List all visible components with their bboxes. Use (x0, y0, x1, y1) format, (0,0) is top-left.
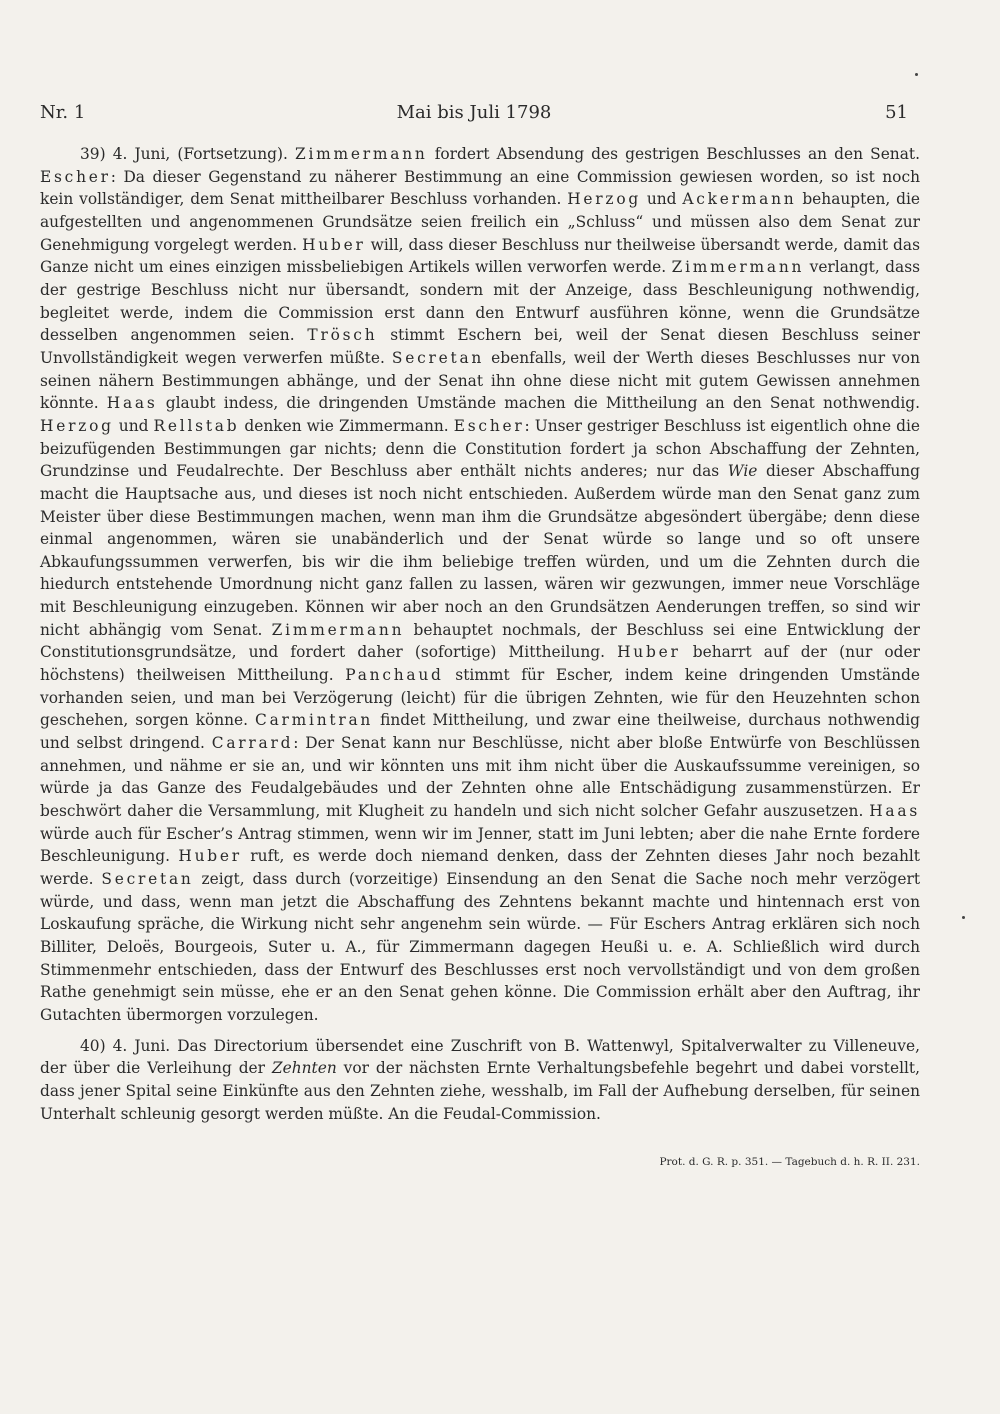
text-run: glaubt indess, die dringenden Umstände machen die Mittheilung an den Senat nothwendig. (157, 394, 920, 413)
page-number: 51 (885, 102, 908, 123)
speaker-name: Rellstab (153, 416, 240, 435)
issue-number: Nr. 1 (40, 102, 86, 123)
text-run: dieser Abschaffung macht die Hauptsache aus, und dieses ist noch nicht entschieden. Außerdem würde man den Senat ganz zum Meister über diese Bestimmungen machen, wenn man ihm die Grundsätze abgesöndert übergäbe; denn diese einmal angenommen, wären sie unabänderlich und der Senat würde so lange und so oft unsere Abkaufungssummen verwerfen, bis wir die ihm beliebige treffen würden, und um die Zehnten durch die hiedurch entstehende Umordnung nicht ganz fallen zu lassen, wären wir gezwungen, immer neue Vorschläge mit Beschleunigung einzugeben. Können wir aber noch an den Grundsätzen Aenderungen treffen, so sind wir nicht abhängig vom Senat. (40, 462, 921, 639)
text-run: ruft, es werde doch niemand denken, dass der Zehnten dieses Jahr noch bezahlt werde. (40, 847, 920, 888)
text-run: beharrt auf der (nur oder höchstens) theilweisen Mittheilung. (40, 643, 920, 685)
speaker-name: Zimmermann (271, 620, 405, 639)
text-run: verlangt, dass der gestrige Beschluss nicht nur übersandt, sondern mit der Anzeige, dass Beschleunigung nothwendig, begleitet werde, indem die Commission erst dann den Entwurf ausführen könne, wenn die Grundsätze desselben angenommen seien. (40, 258, 920, 345)
text-run: : Da dieser Gegenstand zu näherer Bestimmung an eine Commission gewiesen worden, so ist noch kein vollständiger, dem Senat mittheilbarer Beschluss vorhanden. (40, 167, 920, 209)
text-run: denken wie Zimmermann. (239, 416, 454, 435)
speaker-name: Escher (453, 416, 525, 435)
emphasis-text: Zehnten (271, 1059, 337, 1078)
speaker-name: Trösch (307, 326, 378, 345)
text-run: ebenfalls, weil der Werth dieses Beschlusses nur von seinen nähern Bestimmungen abhänge, und der Senat ihn ohne diese nicht mit gutem Gewissen annehmen könnte. (40, 348, 920, 413)
speaker-name: Panchaud (345, 666, 444, 685)
speaker-name: Carrard (211, 734, 294, 753)
speaker-name: Secretan (101, 870, 194, 888)
text-run: findet Mittheilung, und zwar eine theilweise, durchaus nothwendig und selbst dringend. (40, 711, 920, 753)
speaker-name: Huber (302, 235, 366, 254)
speaker-name: Herzog (40, 416, 114, 435)
speaker-name: Zimmermann (295, 145, 428, 163)
speaker-name: Ackermann (682, 190, 797, 209)
text-run: 40) 4. Juni. Das Directorium übersendet eine Zuschrift von B. Wattenwyl, Spitalverwalter zu Villeneuve, der über die Verleihung der (40, 1036, 920, 1078)
text-run: stimmt Eschern bei, weil der Senat diesen Beschluss seiner Unvollständigkeit wegen verwerfen müßte. (40, 326, 920, 367)
speaker-name: Haas (869, 802, 920, 821)
text-run: würde auch für Escher’s Antrag stimmen, wenn wir im Jenner, statt im Juni lebten; aber die nahe Ernte fordere Beschleunigung. (40, 824, 920, 866)
text-run: und (640, 190, 683, 209)
speaker-name: Escher (40, 167, 111, 186)
text-run: behaupten, die aufgestellten und angenommenen Grundsätze seien freilich ein „Schluss“ und müssen also dem Senat zur Genehmigung vorgelegt werden. (40, 190, 920, 254)
text-run: 39) 4. Juni, (Fortsetzung). (80, 145, 296, 163)
speaker-name: Secretan (391, 348, 485, 367)
speaker-name: Carmintran (255, 711, 374, 730)
emphasis-text: Wie (727, 462, 758, 481)
text-run: stimmt für Escher, indem keine dringenden Umstände vorhanden seien, und man bei Verzögerung (leicht) für die übrigen Zehnten, wie für den Heuzehnten schon geschehen, sorgen könne. (40, 666, 920, 730)
text-run: fordert Absendung des gestrigen Beschlusses an den Senat. (427, 145, 920, 163)
paragraph-39 (40, 143, 920, 1027)
speaker-name: Zimmermann (671, 258, 805, 277)
speaker-name: Haas (106, 394, 158, 413)
text-run: vor der nächsten Ernte Verhaltungsbefehle begehrt und dabei vorstellt, dass jener Spital seine Einkünfte aus den Zehnten ziehe, wesshalb, im Fall der Aufhebung derselben, für seinen Unterhalt schleunig gesorgt werden müßte. An die Feudal-Commission. (40, 1059, 920, 1123)
speaker-name: Huber (617, 643, 681, 662)
page-header (40, 102, 908, 128)
text-run: und (113, 416, 154, 435)
text-run: : Der Senat kann nur Beschlüsse, nicht aber bloße Entwürfe von Beschlüssen annehmen, und nähme er sie an, und wir könnten uns mit ihm nicht über die Auskaufssumme vereinigen, so würde ja das Ganze des Feudalgebäudes und der Zehnten ohne alle Entschädigung zusammenstürzen. Er beschwört daher die Versammlung, mit Klugheit zu handeln und sich nicht solcher Gefahr auszusetzen. (40, 734, 920, 821)
body-text (40, 143, 920, 1125)
speck-mark (962, 916, 965, 919)
speaker-name: Huber (178, 847, 242, 866)
text-run: zeigt, dass durch (vorzeitige) Einsendung an den Senat die Sache noch mehr verzögert würde, und dass, wenn man jetzt die Abschaffung des Zehntens bekannt machte und hintennach erst von Loskaufung spräche, die Wirkung nicht sehr angenehm sein würde. — Für Eschers Antrag erklären sich noch Billiter, Deloës, Bourgeois, Suter u. A., für Zimmermann dagegen Heußi u. e. A. Schließlich wird durch Stimmenmehr entschieden, dass der Entwurf des Beschlusses erst noch vervollständigt und von dem großen Rathe genehmigt sein müsse, ehe er an den Senat gehen könne. Die Commission erhält aber den Auftrag, ihr Gutachten übermorgen vorzulegen. (40, 870, 920, 1024)
paragraph-40 (40, 1035, 920, 1126)
text-run: behauptet nochmals, der Beschluss sei eine Entwicklung der Constitutionsgrundsätze, und fordert daher (sofortige) Mittheilung. (40, 620, 920, 662)
text-run: : Unser gestriger Beschluss ist eigentlich ohne die beizufügenden Bestimmungen gar nichts; denn die Constitution fordert ja schon Abschaffung der Zehnten, Grundzinse und Feudalrechte. Der Beschluss aber enthält nichts anderes; nur das (40, 416, 920, 481)
running-title: Mai bis Juli 1798 (396, 102, 552, 123)
source-footnote: Prot. d. G. R. p. 351. — Tagebuch d. h. R. II. 231. (659, 1156, 920, 1168)
speck-mark (915, 73, 918, 76)
text-run: will, dass dieser Beschluss nur theilweise übersandt werde, damit das Ganze nicht um eines einzigen missbeliebigen Artikels willen verworfen werde. (40, 235, 920, 277)
speaker-name: Herzog (567, 190, 641, 209)
